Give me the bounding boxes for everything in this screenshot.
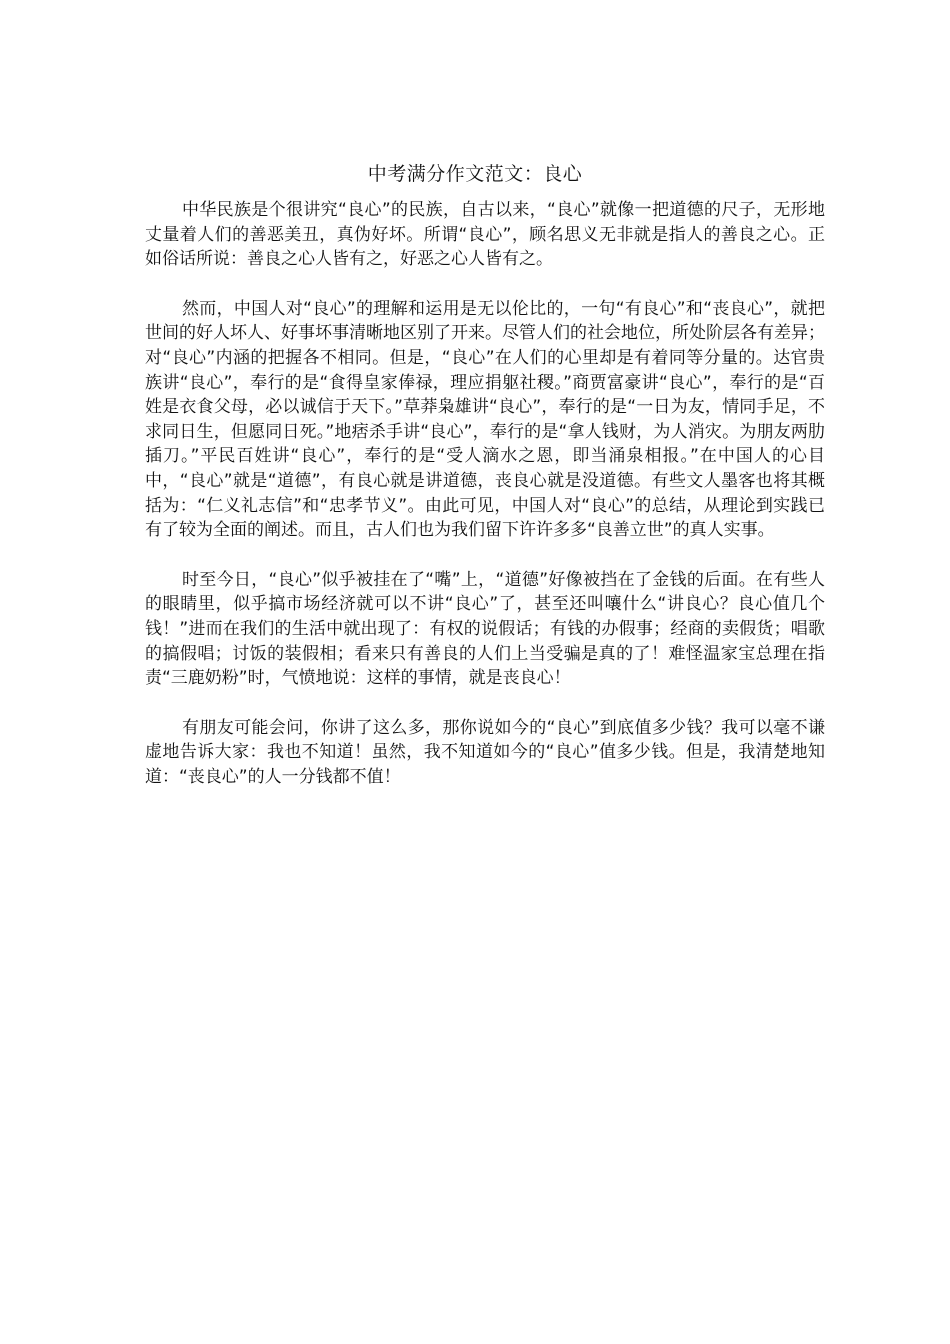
paragraph-2: 然而，中国人对“良心”的理解和运用是无以伦比的，一句“有良心”和“丧良心”，就把世间的好人坏人、好事坏事清晰地区别了开来。尽管人们的社会地位，所处阶层各有差异；对“良心”内涵的把握各不相同。但是，“良心”在人们的心里却是有着同等分量的。达官贵族讲“良心”，奉行的是“食得皇家俸禄，理应捐躯社稷。”商贾富豪讲“良心”，奉行的是“百姓是衣食父母，必以诚信于天下。”草莽枭雄讲“良心”，奉行的是“一日为友，情同手足，不求同日生，但愿同日死。”地痞杀手讲“良心”，奉行的是“拿人钱财，为人消灾。为朋友两肋插刀。”平民百姓讲“良心”，奉行的是“受人滴水之恩，即当涌泉相报。”在中国人的心目中，“良心”就是“道德”，有良心就是讲道德，丧良心就是没道德。有些文人墨客也将其概括为：“仁义礼志信”和“忠孝节义”。由此可见，中国人对“良心”的总结，从理论到实践已有了较为全面的阐述。而且，古人们也为我们留下许许多多“良善立世”的真人实事。: [145, 298, 825, 541]
page-title: 中考满分作文范文：良心: [367, 163, 583, 185]
paragraph-4: 有朋友可能会问，你讲了这么多，那你说如今的“良心”到底值多少钱？我可以毫不谦虚地告诉大家：我也不知道！虽然，我不知道如今的“良心”值多少钱。但是，我清楚地知道：“丧良心”的人一分钱都不值！: [145, 717, 825, 787]
paragraph-1: 中华民族是个很讲究“良心”的民族，自古以来，“良心”就像一把道德的尺子，无形地丈量着人们的善恶美丑，真伪好坏。所谓“良心”，顾名思义无非就是指人的善良之心。正如俗话所说：善良之心人皆有之，好恶之心人皆有之。: [145, 200, 825, 270]
paragraph-3: 时至今日，“良心”似乎被挂在了“嘴”上，“道德”好像被挡在了金钱的后面。在有些人的眼睛里，似乎搞市场经济就可以不讲“良心”了，甚至还叫嚷什么“讲良心？良心值几个钱！”进而在我们的生活中就出现了：有权的说假话；有钱的办假事；经商的卖假货；唱歌的搞假唱；讨饭的装假相；看来只有善良的人们上当受骗是真的了！难怪温家宝总理在指责“三鹿奶粉”时，气愤地说：这样的事情，就是丧良心！: [145, 569, 825, 689]
article-body: [145, 198, 825, 814]
